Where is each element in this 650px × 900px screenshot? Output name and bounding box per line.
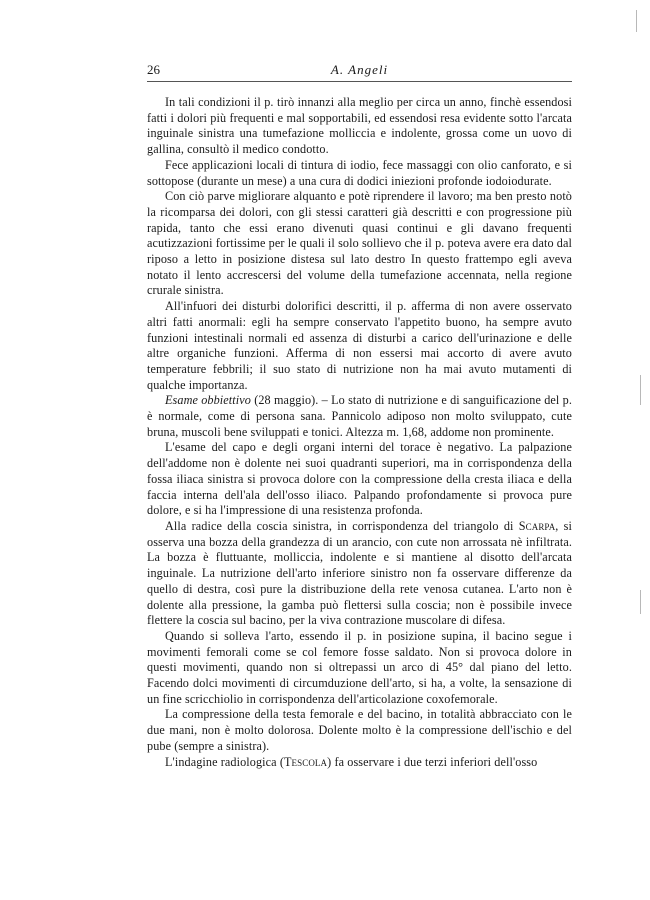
header-rule xyxy=(147,81,572,82)
exam-text: (28 maggio). – Lo stato di nutrizione e di sanguificazione del p. è normale, come di persona sana. Pannicolo adiposo non molto sviluppato, cute bruna, muscoli bene sviluppati e tonici. Altezza m. 1,68, addome non prominente. xyxy=(147,393,572,439)
body-text xyxy=(147,95,572,770)
paragraph-2: Fece applicazioni locali di tintura di iodio, fece massaggi con olio canforato, e si sottopose (durante un mese) a una cura di dodici iniezioni profonde iodoiodurate. xyxy=(147,157,572,188)
scan-mark xyxy=(640,375,641,405)
paragraph-last xyxy=(147,755,572,771)
scarpa-name: Scarpa xyxy=(518,518,556,533)
paragraph-4: All'infuori dei disturbi dolorifici descritti, il p. afferma di non avere osservato altri fatti anormali: egli ha sempre conservato l'appetito buono, ha sempre avuto funzioni intestinali normali ed assenza di disturbi a carico dell'urinazione e delle altre organiche funzioni. Afferma di non essersi mai accorto di avere avuto temperature febbrili; il suo stato di nutrizione non ha mai avuto mutamenti di qualche importanza. xyxy=(147,299,572,392)
paragraph-scarpa xyxy=(147,519,572,629)
paragraph-7: La compressione della testa femorale e del bacino, in totalità abbracciato con le due mani, non è molto dolorosa. Dolente molto è la compressione dell'ischio e del pube (sempre a sinistra). xyxy=(147,707,572,753)
exam-heading: Esame obbiettivo xyxy=(165,393,251,408)
last-after: ) fa osservare i due terzi inferiori dell'osso xyxy=(327,754,538,769)
scan-mark xyxy=(640,590,641,614)
tescola-name: Tescola xyxy=(283,754,328,769)
running-head: A. Angeli xyxy=(330,62,389,77)
scarpa-after: , si osserva una bozza della grandezza di un arancio, con cute non arrossata nè infiltrata. La bozza è fluttuante, molliccia, indolente e si mantiene al disotto dell'arcata inguinale. La nutrizione dell'arto inferiore sinistro non fa osservare differenze da quello di destra, così pure la distribuzione della rete venosa cutanea. L'arto non è dolente alla pressione, la gamba può flettersi sulla coscia; non è possibile invece flettere la coscia sul bacino, per la viva contrazione muscolare di difesa. xyxy=(147,518,573,628)
paragraph-1: In tali condizioni il p. tirò innanzi alla meglio per circa un anno, finchè essendosi fatti i dolori più frequenti e mal sopportabili, ed essendosi resa evidente sotto l'arcata inguinale sinistra una tumefazione molliccia e indolente, grossa come un uovo di gallina, consultò il medico condotto. xyxy=(147,95,572,157)
paragraph-3: Con ciò parve migliorare alquanto e potè riprendere il lavoro; ma ben presto notò la ricomparsa dei dolori, con gli stessi caratteri già descritti e con progressione più rapida, tanto che essi erano divenuti quasi continui e gli davano frequenti acutizzazioni fortissime per le quali il solo sollievo che il p. poteva avere era dato dal riposo a letto in posizione distesa sul lato destro In questo frattempo egli aveva notato il lento accrescersi del volume della tumefazione accennata, nella regione crurale sinistra. xyxy=(147,189,572,298)
paragraph-5: L'esame del capo e degli organi interni del torace è negativo. La palpazione dell'addome non è dolente nei suoi quadranti superiori, ma in corrispondenza della fossa iliaca sinistra si provoca dolore con la compressione della cresta iliaca e della faccia interna dell'ala dell'osso iliaco. Palpando profondamente si provoca pure dolore, e si ha l'impressione di una resistenza profonda. xyxy=(147,440,572,518)
scarpa-before: Alla radice della coscia sinistra, in corrispondenza del triangolo di xyxy=(165,518,519,533)
paragraph-exam xyxy=(147,393,572,440)
page-number: 26 xyxy=(147,62,160,77)
paragraph-6: Quando si solleva l'arto, essendo il p. in posizione supina, il bacino segue i movimenti femorali come se col femore fosse saldato. Non si provoca dolore in questi movimenti, quando non si oltrepassi un arco di 45° dal piano del letto. Facendo dolci movimenti di circumduzione dell'arto, si ha, a volte, la sensazione di un fine scricchiolio in corrispondenza dell'articolazione coxofemorale. xyxy=(147,628,572,706)
last-before: L'indagine radiologica ( xyxy=(165,754,284,769)
page-header xyxy=(147,62,572,82)
scan-mark xyxy=(636,10,637,32)
